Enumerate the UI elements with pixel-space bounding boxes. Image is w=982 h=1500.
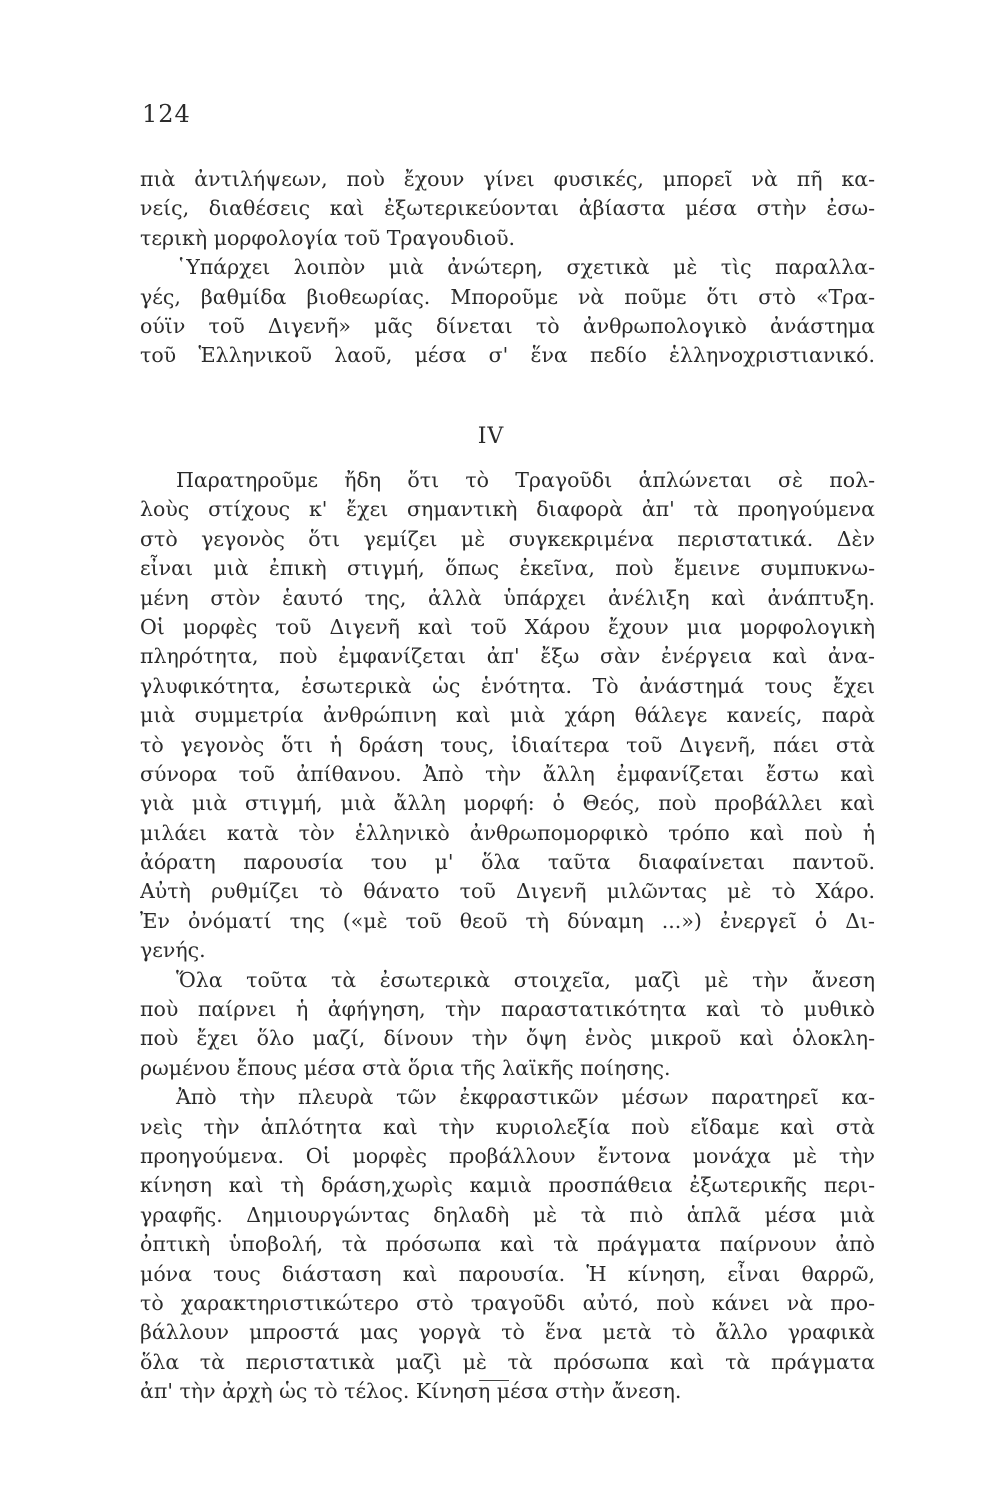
text-line: γραφῆς. Δημιουργώντας δηλαδὴ μὲ τὰ πιὸ ἁπλᾶ μέσα μιὰ	[140, 1202, 875, 1227]
page-number: 124	[142, 100, 191, 128]
text-line: προηγούμενα. Οἱ μορφὲς προβάλλουν ἔντονα μονάχα μὲ τὴν	[140, 1143, 875, 1168]
text-line: μένη στὸν ἑαυτό της, ἀλλὰ ὑπάρχει ἀνέλιξη καὶ ἀνάπτυξη.	[140, 585, 875, 610]
text-line: κίνηση καὶ τὴ δράση,χωρὶς καμιὰ προσπάθεια ἐξωτερικῆς περι-	[140, 1173, 875, 1198]
paragraph	[140, 966, 875, 1084]
text-line: γές, βαθμίδα βιοθεωρίας. Μποροῦμε νὰ ποῦμε ὅτι στὸ «Τρα-	[140, 284, 875, 309]
text-line: μόνα τους διάσταση καὶ παρουσία. Ἡ κίνηση, εἶναι θαρρῶ,	[140, 1261, 875, 1286]
text-line: πληρότητα, ποὺ ἐμφανίζεται ἀπ' ἔξω σὰν ἐνέργεια καὶ ἀνα-	[140, 644, 875, 669]
text-line: ούϊν τοῦ Διγενῆ» μᾶς δίνεται τὸ ἀνθρωπολογικὸ ἀνάστημα	[140, 313, 875, 338]
text-line: τερικὴ μορφολογία τοῦ Τραγουδιοῦ.	[140, 225, 516, 250]
text-line: ἀόρατη παρουσία του μ' ὅλα ταῦτα διαφαίνεται παντοῦ.	[140, 850, 875, 875]
text-block-top	[140, 165, 875, 371]
text-line: ποὺ παίρνει ἡ ἀφήγηση, τὴν παραστατικότητα καὶ τὸ μυθικὸ	[140, 997, 875, 1022]
paragraph	[140, 253, 875, 371]
text-line: ρωμένου ἔπους μέσα στὰ ὅρια τῆς λαϊκῆς ποίησης.	[140, 1055, 671, 1080]
paragraph	[140, 165, 875, 253]
text-line: βάλλουν μπροστά μας γοργὰ τὸ ἕνα μετὰ τὸ ἄλλο γραφικὰ	[140, 1320, 875, 1345]
text-line: τοῦ Ἑλληνικοῦ λαοῦ, μέσα σ' ἕνα πεδίο ἑλληνοχριστιανικό.	[140, 343, 875, 368]
text-line: Ἐν ὀνόματί της («μὲ τοῦ θεοῦ τὴ δύναμη ...») ἐνεργεῖ ὁ Δι-	[140, 908, 875, 933]
text-line: Ἀπὸ τὴν πλευρὰ τῶν ἐκφραστικῶν μέσων παρατηρεῖ κα-	[176, 1085, 875, 1110]
text-line: γιὰ μιὰ στιγμή, μιὰ ἄλλη μορφή: ὁ Θεός, ποὺ προβάλλει καὶ	[140, 791, 875, 816]
text-line: εἶναι μιὰ ἐπικὴ στιγμή, ὅπως ἐκεῖνα, ποὺ ἔμεινε συμπυκνω-	[140, 556, 875, 581]
text-line: μιὰ συμμετρία ἀνθρώπινη καὶ μιὰ χάρη θάλεγε κανείς, παρὰ	[140, 703, 875, 728]
paragraph	[140, 1083, 875, 1406]
text-line: νείς, διαθέσεις καὶ ἐξωτερικεύονται ἀβίαστα μέσα στὴν ἐσω-	[140, 196, 875, 221]
text-line: Ὅλα τοῦτα τὰ ἐσωτερικὰ στοιχεῖα, μαζὶ μὲ τὴν ἄνεση	[176, 967, 875, 992]
text-line: γλυφικότητα, ἐσωτερικὰ ὡς ἑνότητα. Τὸ ἀνάστημά τους ἔχει	[140, 673, 875, 698]
end-rule-divider	[479, 1380, 509, 1381]
text-line: μιλάει κατὰ τὸν ἑλληνικὸ ἀνθρωπομορφικὸ τρόπο καὶ ποὺ ἡ	[140, 820, 875, 845]
text-line: γενής.	[140, 938, 206, 963]
text-line: ὅλα τὰ περιστατικὰ μαζὶ μὲ τὰ πρόσωπα καὶ τὰ πράγματα	[140, 1349, 875, 1374]
text-line: λοὺς στίχους κ' ἔχει σημαντικὴ διαφορὰ ἀπ' τὰ προηγούμενα	[140, 497, 875, 522]
paragraph	[140, 466, 875, 966]
section-heading: IV	[477, 424, 505, 449]
text-line: ὀπτικὴ ὑποβολή, τὰ πρόσωπα καὶ τὰ πράγματα παίρνουν ἀπὸ	[140, 1232, 875, 1257]
text-line: Παρατηροῦμε ἤδη ὅτι τὸ Τραγοῦδι ἁπλώνεται σὲ πολ-	[176, 468, 875, 492]
text-line: σύνορα τοῦ ἀπίθανου. Ἀπὸ τὴν ἄλλη ἐμφανίζεται ἔστω καὶ	[140, 761, 875, 786]
text-line: τὸ χαρακτηριστικώτερο στὸ τραγοῦδι αὐτό, ποὺ κάνει νὰ προ-	[140, 1290, 875, 1315]
text-line: Αὐτὴ ρυθμίζει τὸ θάνατο τοῦ Διγενῆ μιλῶντας μὲ τὸ Χάρο.	[140, 879, 875, 904]
text-line: ῾Υπάρχει λοιπὸν μιὰ ἀνώτερη, σχετικὰ μὲ τὶς παραλλα-	[176, 255, 875, 280]
text-block-bottom	[140, 466, 875, 1407]
text-line: νεὶς τὴν ἁπλότητα καὶ τὴν κυριολεξία ποὺ εἴδαμε καὶ στὰ	[140, 1114, 875, 1139]
text-line: τὸ γεγονὸς ὅτι ἡ δράση τους, ἰδιαίτερα τοῦ Διγενῆ, πάει στὰ	[140, 732, 875, 757]
text-line: Οἱ μορφὲς τοῦ Διγενῆ καὶ τοῦ Χάρου ἔχουν μια μορφολογικὴ	[140, 614, 875, 639]
text-line: ἀπ' τὴν ἀρχὴ ὡς τὸ τέλος. Κίνηση μέσα στὴν ἄνεση.	[140, 1379, 682, 1404]
text-line: στὸ γεγονὸς ὅτι γεμίζει μὲ συγκεκριμένα περιστατικά. Δὲν	[140, 526, 875, 551]
text-line: ποὺ ἔχει ὅλο μαζί, δίνουν τὴν ὄψη ἑνὸς μικροῦ καὶ ὁλοκλη-	[140, 1026, 875, 1051]
text-line: πιὰ ἀντιλήψεων, ποὺ ἔχουν γίνει φυσικές, μπορεῖ νὰ πῆ κα-	[140, 167, 875, 191]
